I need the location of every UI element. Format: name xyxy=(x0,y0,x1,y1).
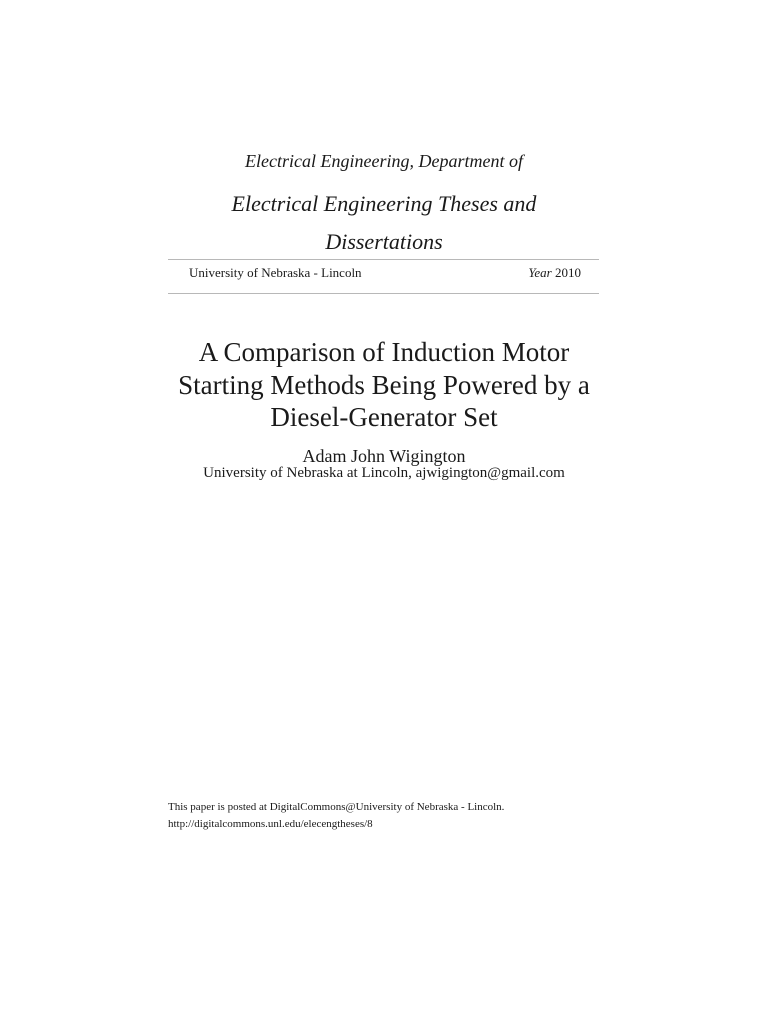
series-title: Electrical Engineering Theses and Dissertations xyxy=(231,191,537,254)
department-name: Electrical Engineering, Department of xyxy=(245,151,523,171)
publication-year xyxy=(528,265,581,281)
year-label: Year xyxy=(528,265,552,280)
repository-url[interactable]: http://digitalcommons.unl.edu/elecengtheses/8 xyxy=(168,818,373,830)
institution-name: University of Nebraska - Lincoln xyxy=(189,265,362,280)
header-top-rule xyxy=(168,259,599,260)
author-affiliation: University of Nebraska at Lincoln, ajwigington@gmail.com xyxy=(203,465,565,481)
header-bottom-rule xyxy=(168,293,599,294)
posted-note: This paper is posted at DigitalCommons@University of Nebraska - Lincoln. xyxy=(168,801,505,813)
year-value: 2010 xyxy=(555,265,581,280)
author-name: Adam John Wigington xyxy=(302,446,466,466)
paper-title: A Comparison of Induction Motor Starting Methods Being Powered by a Diesel-Generator Set xyxy=(178,337,590,432)
